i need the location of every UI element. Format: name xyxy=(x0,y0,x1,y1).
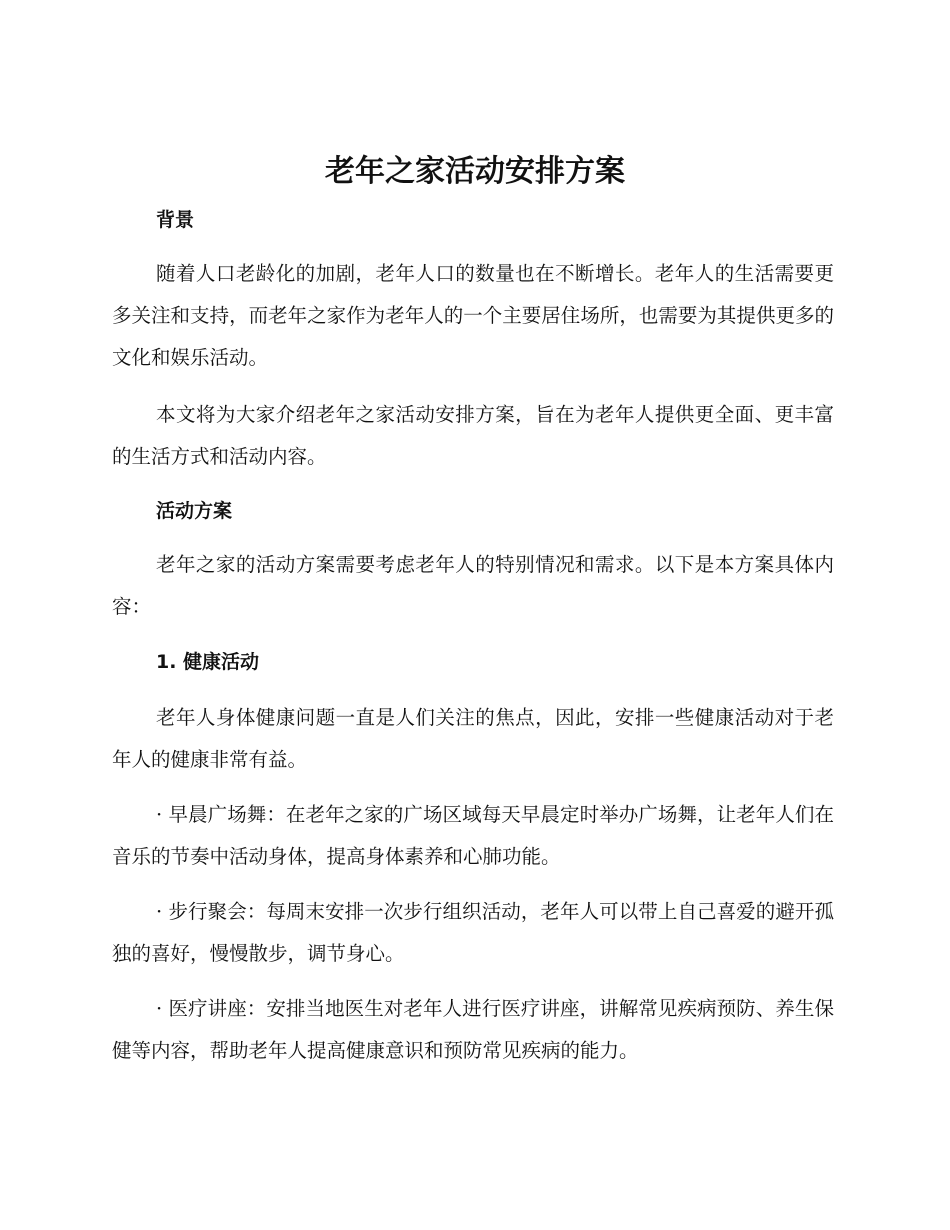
section-heading-activity-plan: 活动方案 xyxy=(156,500,233,522)
section-heading-health-activities: 1. 健康活动 xyxy=(156,651,260,673)
paragraph-health-intro: 老年人身体健康问题一直是人们关注的焦点，因此，安排一些健康活动对于老年人的健康非常有益。 xyxy=(112,706,834,771)
paragraph-background-1: 随着人口老龄化的加剧，老年人口的数量也在不断增长。老年人的生活需要更多关注和支持，而老年之家作为老年人的一个主要居住场所，也需要为其提供更多的文化和娱乐活动。 xyxy=(112,262,834,369)
list-item-medical-lecture: · 医疗讲座：安排当地医生对老年人进行医疗讲座，讲解常见疾病预防、养生保健等内容，帮助老年人提高健康意识和预防常见疾病的能力。 xyxy=(112,997,834,1062)
page-title: 老年之家活动安排方案 xyxy=(325,154,625,189)
section-heading-background: 背景 xyxy=(156,209,195,231)
list-item-morning-dance: · 早晨广场舞：在老年之家的广场区域每天早晨定时举办广场舞，让老年人们在音乐的节奏中活动身体，提高身体素养和心肺功能。 xyxy=(112,803,834,868)
list-item-walking-gathering: · 步行聚会：每周末安排一次步行组织活动，老年人可以带上自己喜爱的避开孤独的喜好，慢慢散步，调节身心。 xyxy=(112,900,834,965)
paragraph-background-2: 本文将为大家介绍老年之家活动安排方案，旨在为老年人提供更全面、更丰富的生活方式和活动内容。 xyxy=(112,403,834,468)
paragraph-activity-plan: 老年之家的活动方案需要考虑老年人的特别情况和需求。以下是本方案具体内容： xyxy=(112,553,834,618)
